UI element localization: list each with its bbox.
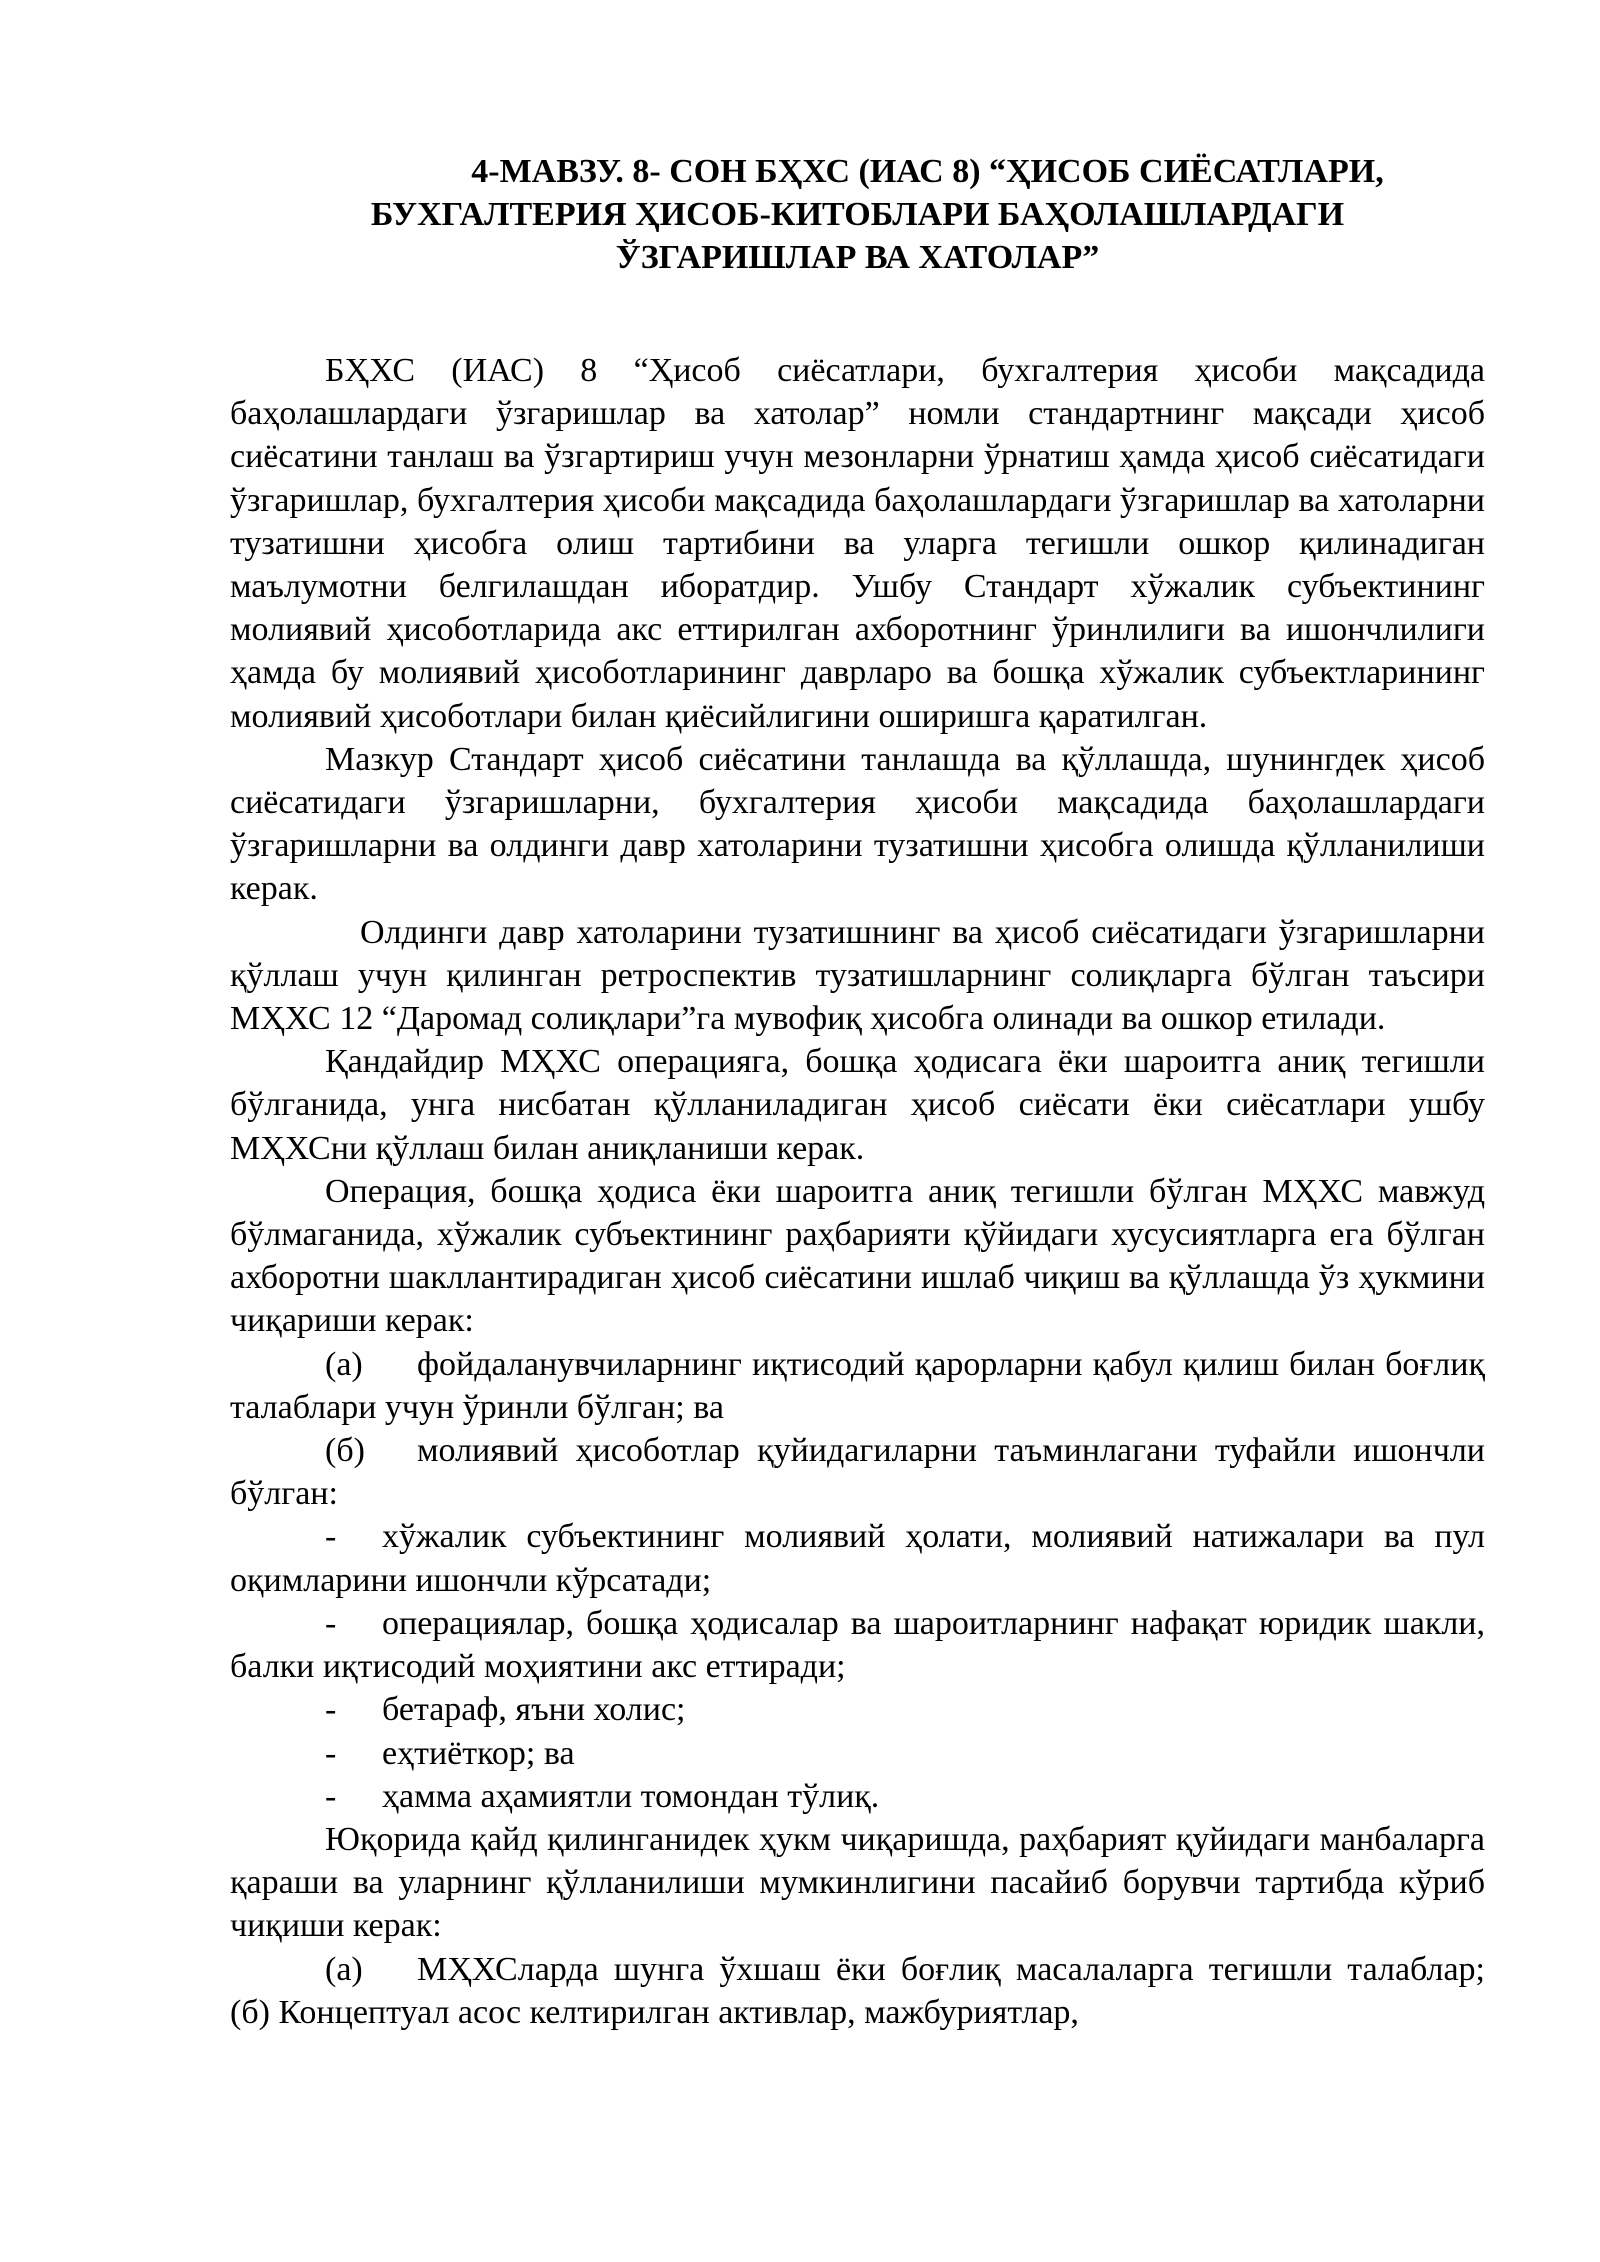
dash-item [230,1688,1485,1731]
list-item-b-marker: (б) [325,1432,365,1470]
document-title [230,150,1485,279]
dash-item-text: ҳамма аҳамиятли томондан тўлиқ. [382,1777,880,1815]
dash-item [230,1602,1485,1688]
list-item-final [230,1948,1485,2034]
dash-item [230,1775,1485,1818]
paragraph-scope: Мазкур Стандарт ҳисоб сиёсатини танлашда ва қўллашда, шунингдек ҳисоб сиёсатидаги ўзгаришларни, бухгалтерия ҳисоби мақсадида баҳолашлардаги ўзгаришларни ва олдинги давр хатоларини тузатишни ҳисобга олишда қўлланилиши керак. [230,740,1485,908]
paragraph-applicable-standard: Қандайдир МҲХС операцияга, бошқа ҳодисага ёки шароитга аниқ тегишли бўлганида, унга нисбатан қўлланиладиган ҳисоб сиёсати ёки сиёсатлари ушбу МҲХСни қўллаш билан аниқланиши керак. [230,1043,1485,1167]
document-body [230,349,1485,2034]
title-line-2: БУХГАЛТЕРИЯ ҲИСОБ-КИТОБЛАРИ БАҲОЛАШЛАРДАГИ [370,196,1345,233]
list-item-a-text: фойдаланувчиларнинг иқтисодий қарорларни қабул қилиш билан боғлиқ талаблари учун ўринли бўлган; ва [230,1345,1485,1426]
paragraph-management-judgement: Операция, бошқа ҳодиса ёки шароитга аниқ тегишли бўлган МҲХС мавжуд бўлмаганида, хўжалик субъектининг раҳбарияти қўйидаги хусусиятларга ега бўлган ахборотни шакллантирадиган ҳисоб сиёсатини ишлаб чиқиш ва қўллашда ўз ҳукмини чиқариши керак: [230,1172,1485,1340]
document-page [230,150,1485,2034]
dash-item-text: операциялар, бошқа ҳодисалар ва шароитларнинг нафақат юридик шакли, балки иқтисодий моҳиятини акс еттиради; [230,1604,1485,1686]
list-item-final-text: МҲХСларда шунга ўхшаш ёки боғлиқ масалаларга тегишли талаблар; (б) Концептуал асос келтирилган активлар, мажбуриятлар, [230,1950,1485,2031]
dash-marker: - [325,1734,337,1772]
title-line-3: ЎЗГАРИШЛАР ВА ХАТОЛАР” [615,239,1100,276]
list-item-final-marker: (а) [325,1950,363,1988]
dash-marker: - [325,1777,337,1815]
paragraph-purpose: БҲХС (ИАС) 8 “Ҳисоб сиёсатлари, бухгалтерия ҳисоби мақсадида баҳолашлардаги ўзгаришлар ва хатолар” номли стандартнинг мақсади ҳисоб сиёсатини танлаш ва ўзгартириш учун мезонларни ўрнатиш ҳамда ҳисоб сиёсатидаги ўзгаришлар, бухгалтерия ҳисоби мақсадида баҳолашлардаги ўзгаришлар ва хатоларни тузатишни ҳисобга олиш тартибини ва уларга тегишли ошкор қилинадиган маълумотни белгилашдан иборатдир. Ушбу Стандарт хўжалик субъектининг молиявий ҳисоботларида акс еттирилган ахборотнинг ўринлилиги ва ишончлилиги ҳамда бу молиявий ҳисоботларининг даврларо ва бошқа хўжалик субъектларининг молиявий ҳисоботлари билан қиёсийлигини оширишга қаратилган. [230,352,1485,735]
dash-item [230,1732,1485,1775]
list-item-b-text: молиявий ҳисоботлар қуйидагиларни таъминлагани туфайли ишончли бўлган: [230,1432,1485,1513]
dash-marker: - [325,1518,337,1556]
dash-marker: - [325,1691,337,1729]
paragraph-tax-effects: Олдинги давр хатоларини тузатишнинг ва ҳисоб сиёсатидаги ўзгаришларни қўллаш учун қилинган ретроспектив тузатишларнинг солиқларга бўлган таъсири МҲХС 12 “Даромад солиқлари”га мувофиқ ҳисобга олинади ва ошкор етилади. [230,913,1485,1038]
dash-item [230,1515,1485,1601]
dash-item-text: бетараф, яъни холис; [382,1691,686,1729]
dash-item-text: хўжалик субъектининг молиявий ҳолати, молиявий натижалари ва пул оқимларини ишончли кўрсатади; [230,1518,1485,1599]
dash-marker: - [325,1604,337,1642]
title-line-1: 4-МАВЗУ. 8- СОН БҲХС (ИАС 8) “ҲИСОБ СИЁСАТЛАРИ, [471,153,1384,190]
list-item-b [230,1429,1485,1515]
list-item-a-marker: (а) [325,1345,363,1383]
dash-item-text: еҳтиёткор; ва [382,1734,575,1772]
list-item-a [230,1343,1485,1429]
paragraph-sources-hierarchy: Юқорида қайд қилинганидек ҳукм чиқаришда, раҳбарият қуйидаги манбаларга қараши ва уларнинг қўлланилиши мумкинлигини пасайиб борувчи тартибда кўриб чиқиши керак: [230,1820,1485,1945]
